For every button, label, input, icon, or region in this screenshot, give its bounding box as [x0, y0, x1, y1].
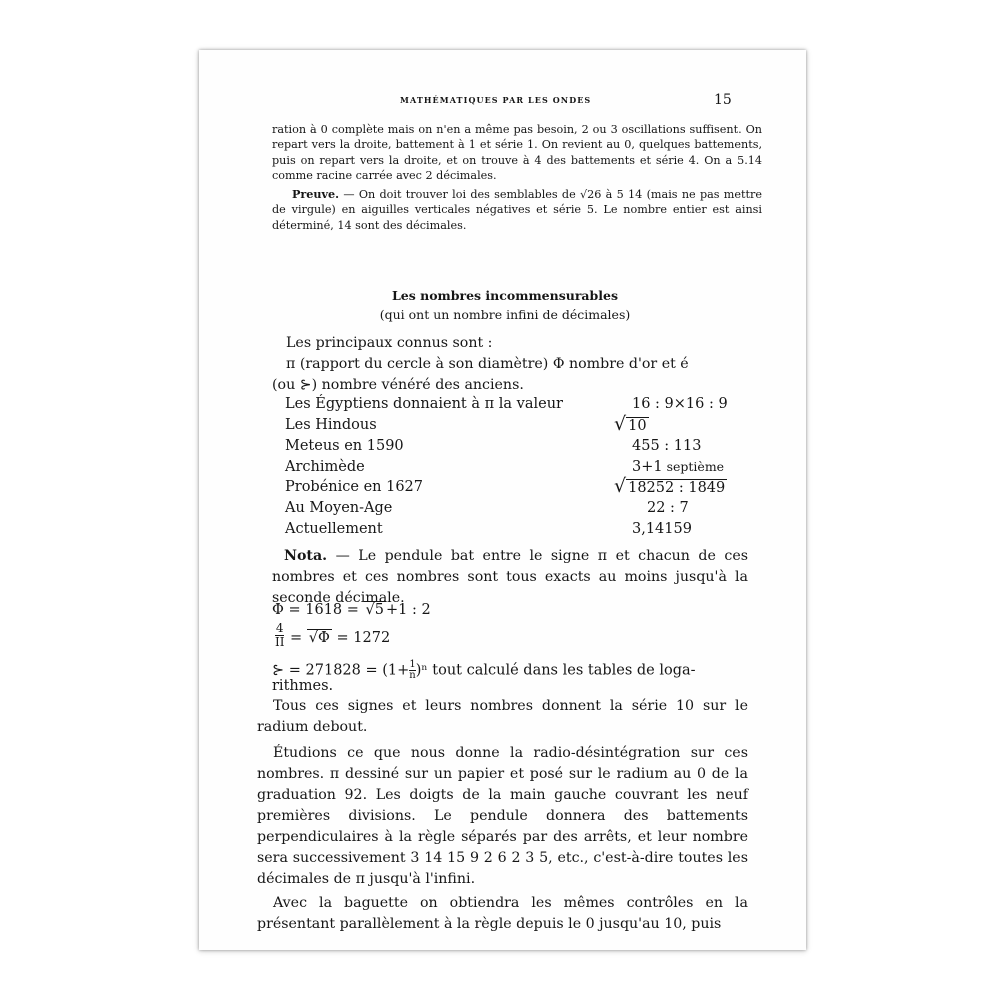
frac-denominator: II	[275, 635, 285, 649]
table-row-label: Au Moyen-Age	[285, 500, 393, 516]
table-row-value: 3,14159	[632, 521, 692, 537]
table-row-label: Actuellement	[285, 521, 383, 537]
e-right: )ⁿ tout calculé dans les tables de loga-	[415, 662, 696, 679]
e-frac-den: n	[409, 670, 416, 681]
sqrt-phi-formula	[290, 630, 390, 646]
principals-block	[272, 333, 748, 396]
intro-paragraph	[272, 122, 762, 233]
sqrt-radicand: 18252 : 1849	[628, 480, 726, 496]
nota-text: — Le pendule bat entre le signe π et chacun de ces nombres et ces nombres sont tous exacts au moins jusqu'à la seconde décimale.	[272, 548, 748, 606]
body-text	[257, 696, 748, 935]
section-subtitle: (qui ont un nombre infini de décimales)	[379, 307, 631, 322]
principals-line2: π (rapport du cercle à son diamètre) Φ nombre d'or et é	[286, 356, 689, 372]
running-head: MATHÉMATIQUES PAR LES ONDES	[400, 95, 592, 105]
table-row-label: Archimède	[285, 459, 365, 475]
table-row-label: Probénice en 1627	[285, 479, 423, 495]
continuation-text: ration à 0 complète mais on n'en a même pas besoin, 2 ou 3 oscillations suffisent. On repart vers la droite, battement à 1 et série 1. On revient au 0, quelques battements, puis on repart vers la droite, et on trouve à 4 des battements et série 4. On a 5.14 comme racine carrée avec 2 décimales.	[272, 123, 762, 182]
table-row-label: Meteus en 1590	[285, 438, 404, 454]
e-formula	[272, 660, 696, 681]
frac-left	[275, 622, 284, 648]
table-row-value: 455 : 113	[632, 438, 702, 454]
preuve-text: — On doit trouver loi des semblables de √26 à 5 14 (mais ne pas mettre de virgule) en aiguilles verticales négatives et série 5. Le nombre entier est ainsi déterminé, 14 sont des décimales.	[272, 188, 762, 232]
body-paragraph-2: Étudions ce que nous donne la radio-désintégration sur ces nombres. π dessiné sur un papier et posé sur le radium au 0 de la graduation 92. Les doigts de la main gauche couvrant les neuf premières divisions. Le pendule donnera des battements perpendiculaires à la règle séparés par des arrêts, et leur nombre sera successivement 3 14 15 9 2 6 2 3 5, etc., c'est-à-dire toutes les décimales de π jusqu'à l'infini.	[257, 745, 748, 887]
phi-right: +1 : 2	[386, 602, 431, 618]
archimede-suffix: septième	[662, 459, 725, 474]
phi-root: √5	[365, 602, 384, 618]
frac-numerator: 4	[275, 621, 284, 635]
preuve-label: Preuve.	[292, 187, 340, 202]
table-row-label: Les Hindous	[285, 417, 377, 433]
body-paragraph-3: Avec la baguette on obtiendra les mêmes contrôles en la présentant parallèlement à la règle depuis le 0 jusqu'au 10, puis	[257, 895, 748, 932]
phi-left: Φ = 1618 =	[272, 602, 364, 618]
page-number: 15	[714, 92, 732, 108]
nota-label: Nota.	[284, 548, 328, 564]
e-left: ⊱ = 271828 = (1+	[272, 662, 410, 679]
table-row-value: 22 : 7	[647, 500, 689, 516]
principals-intro: Les principaux connus sont :	[286, 335, 493, 351]
phi-formula	[272, 602, 431, 618]
nota-paragraph	[272, 546, 748, 609]
frac-root: √Φ	[308, 630, 330, 646]
table-row-value	[632, 459, 724, 475]
sqrt-symbol: √	[614, 413, 627, 435]
e-frac-num: 1	[409, 659, 416, 670]
principals-line3: (ou ⊱) nombre vénéré des anciens.	[272, 377, 524, 393]
section-title: Les nombres incommensurables	[391, 288, 619, 303]
frac-mid: =	[290, 630, 307, 646]
frac-right: = 1272	[331, 630, 391, 646]
table-row-value	[614, 413, 649, 435]
table-row-label: Les Égyptiens donnaient à π la valeur	[285, 396, 563, 412]
archimede-value: 3+1	[632, 459, 663, 475]
table-row-value: 16 : 9×16 : 9	[632, 396, 728, 412]
sqrt-radicand: 10	[628, 418, 647, 434]
preuve-paragraph	[272, 187, 762, 233]
sqrt-symbol: √	[614, 475, 627, 497]
body-paragraph-1: Tous ces signes et leurs nombres donnent la série 10 sur le radium debout.	[257, 698, 748, 735]
e-formula-continuation: rithmes.	[272, 678, 334, 694]
table-row-value	[614, 475, 727, 497]
